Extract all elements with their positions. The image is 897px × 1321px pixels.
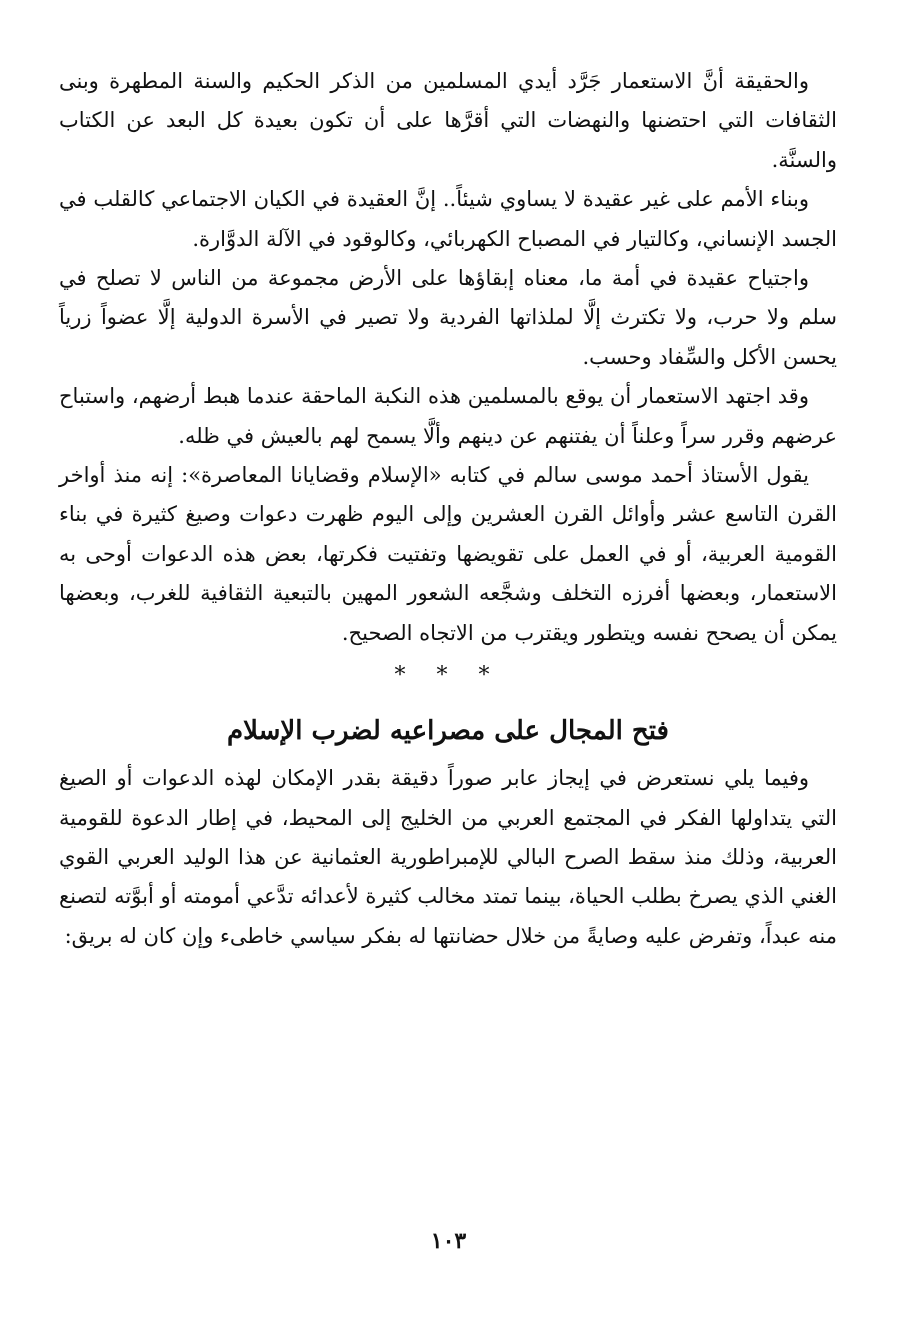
paragraph: يقول الأستاذ أحمد موسى سالم في كتابه «الإسلام وقضايانا المعاصرة»: إنه منذ أواخر القرن التاسع عشر وأوائل القرن العشرين وإلى اليوم ظهرت دعوات وصيغ كثيرة في بناء القومية العربية، أو في العمل على تقويضها وتفتيت فكرتها، بعض هذه الدعوات أوحى به الاستعمار، وبعضها أفرزه التخلف وشجَّعه الشعور المهين بالتبعية الثقافية للغرب، وبعضها يمكن أن يصحح نفسه ويتطور ويقترب من الاتجاه الصحيح. — [59, 463, 837, 645]
page-number: ١٠٣ — [430, 1228, 467, 1254]
paragraph: وقد اجتهد الاستعمار أن يوقع بالمسلمين هذه النكبة الماحقة عندما هبط أرضهم، واستباح عرضهم وقرر سراً وعلناً أن يفتنهم عن دينهم وألَّا يسمح لهم بالعيش في ظله. — [59, 384, 837, 448]
paragraph: وبناء الأمم على غير عقيدة لا يساوي شيئاً.. إنَّ العقيدة في الكيان الاجتماعي كالقلب في الجسد الإنساني، وكالتيار في المصباح الكهربائي، وكالوقود في الآلة الدوَّارة. — [59, 187, 837, 251]
page-body — [59, 62, 837, 956]
paragraph: وفيما يلي نستعرض في إيجاز عابر صوراً دقيقة بقدر الإمكان لهذه الدعوات أو الصيغ التي يتداولها الفكر في المجتمع العربي من الخليج إلى المحيط، في إطار الدعوة للقومية العربية، وذلك منذ سقط الصرح البالي للإمبراطورية العثمانية عن هذا الوليد العربي القوي الغني الذي يصرخ بطلب الحياة، بينما تمتد مخالب كثيرة لأعدائه تدَّعي أمومته أو أبوَّته لتصنع منه عبداً، وتفرض عليه وصايةً من خلال حضانتها له بفكر سياسي خاطىء وإن كان له بريق: — [59, 766, 837, 948]
paragraph: والحقيقة أنَّ الاستعمار جَرَّد أيدي المسلمين من الذكر الحكيم والسنة المطهرة وبنى الثقافات التي احتضنها والنهضات التي أقرَّها على أن تكون بعيدة كل البعد عن الكتاب والسنَّة. — [59, 69, 837, 172]
paragraph: واجتياح عقيدة في أمة ما، معناه إبقاؤها على الأرض مجموعة من الناس لا تصلح في سلم ولا حرب، ولا تكترث إلَّا لملذاتها الفردية ولا تصير في الأسرة الدولية إلَّا عضواً زرياً يحسن الأكل والسِّفاد وحسب. — [59, 266, 837, 369]
section-heading: فتح المجال على مصراعيه لضرب الإسلام — [227, 716, 669, 747]
section-separator: * * * — [394, 663, 502, 689]
